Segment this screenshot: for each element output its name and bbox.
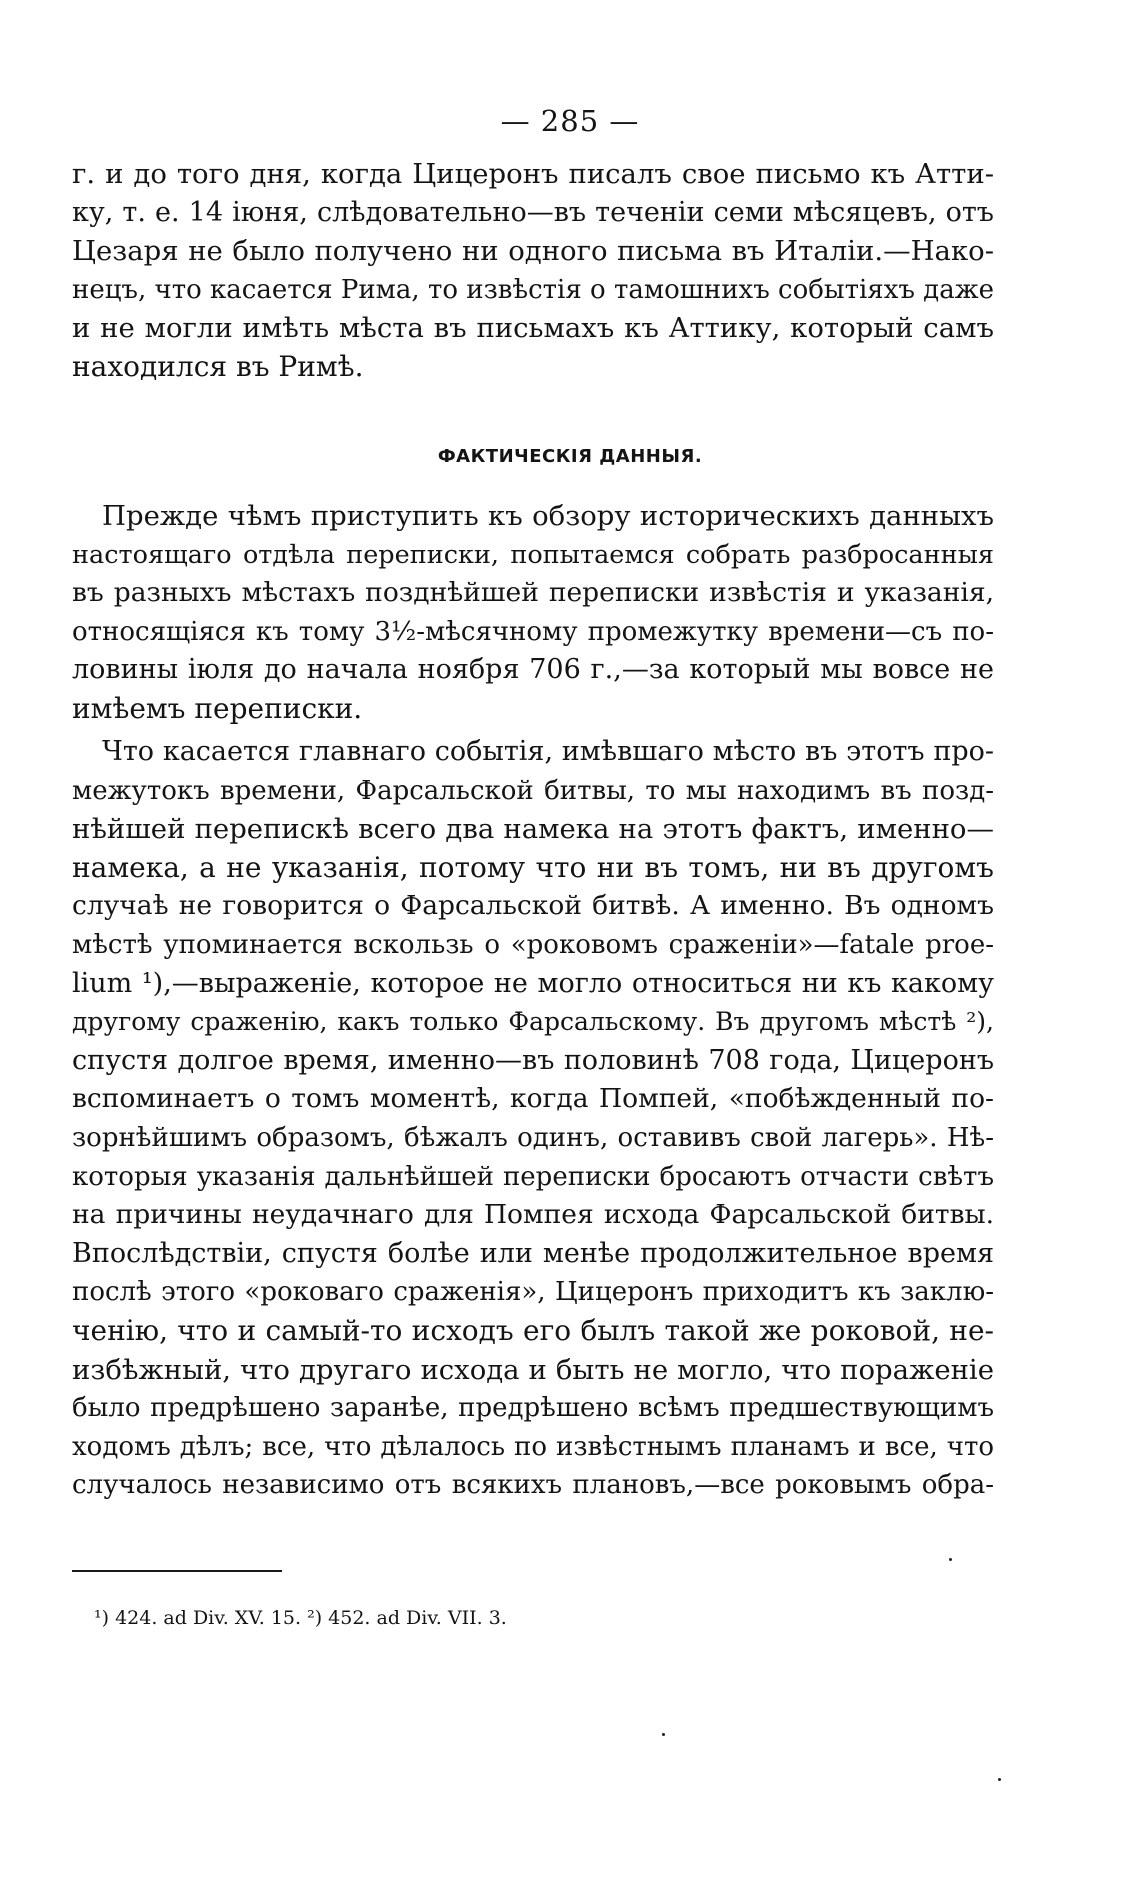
text-line: г. и до того дня, когда Цицеронъ писалъ свое письмо къ Атти- <box>72 158 994 190</box>
text-line: послѣ этого «роковаго сраженія», Цицеронъ приходитъ къ заклю- <box>72 1277 994 1308</box>
text-line: Впослѣдствіи, спустя болѣе или менѣе продолжительное время <box>72 1237 994 1269</box>
text-line: вспоминаетъ о томъ моментѣ, когда Помпей, «побѣжденный по- <box>72 1083 994 1115</box>
text-line: случалось независимо отъ всякихъ плановъ,—все роковымъ обра- <box>72 1470 994 1501</box>
text-line: и не могли имѣть мѣста въ письмахъ къ Аттику, который самъ <box>72 312 994 345</box>
text-line: на причины неудачнаго для Помпея исхода Фарсальской битвы. <box>72 1199 994 1231</box>
footnote-divider <box>72 1570 282 1572</box>
page-number: — 285 — <box>500 104 640 138</box>
text-line: Что касается главнаго событія, имѣвшаго мѣсто въ этотъ про- <box>102 736 994 767</box>
paper-speck <box>662 1733 665 1736</box>
text-line: мѣстѣ упоминается вскользь о «роковомъ сраженіи»—fatale proe- <box>72 929 994 960</box>
text-line: нецъ, что касается Рима, то извѣстія о тамошнихъ событіяхъ даже <box>72 274 994 305</box>
text-line: относящіяся къ тому 3½-мѣсячному промежутку времени—съ по- <box>72 616 994 647</box>
paragraph-1 <box>72 497 994 729</box>
text-line: ченію, что и самый-то исходъ его былъ такой же роковой, не- <box>72 1313 994 1347</box>
section-heading: ФАКТИЧЕСКІЯ ДАННЫЯ. <box>437 446 703 467</box>
paragraph-2 <box>72 733 994 1505</box>
text-line: ходомъ дѣлъ; все, что дѣлалось по извѣстнымъ планамъ и все, что <box>72 1431 994 1462</box>
text-line: lium ¹),—выраженіе, которое не могло относиться ни къ какому <box>72 967 994 999</box>
text-line: Цезаря не было получено ни одного письма въ Италіи.—Нако- <box>72 235 994 268</box>
text-line: настоящаго отдѣла переписки, попытаемся собрать разбросанныя <box>72 539 994 570</box>
intro-paragraph <box>72 155 994 387</box>
text-line: которыя указанія дальнѣйшей переписки бросаютъ отчасти свѣтъ <box>72 1161 994 1192</box>
text-line: нѣйшей перепискѣ всего два намека на этотъ фактъ, именно— <box>72 813 994 846</box>
text-line: спустя долгое время, именно—въ половинѣ 708 года, Цицеронъ <box>72 1044 994 1076</box>
paper-speck <box>949 1558 952 1561</box>
text-line: имѣемъ переписки. <box>72 691 363 725</box>
text-line: избѣжный, что другаго исхода и быть не могло, что пораженіе <box>72 1353 994 1386</box>
text-line: было предрѣшено заранѣе, предрѣшено всѣмъ предшествующимъ <box>72 1393 994 1424</box>
text-line: ловины іюля до начала ноября 706 г.,—за который мы вовсе не <box>72 654 994 686</box>
footnote: ¹) 424. ad Div. XV. 15. ²) 452. ad Div. VII. 3. <box>94 1607 507 1629</box>
text-line: въ разныхъ мѣстахъ позднѣйшей переписки извѣстія и указанія, <box>72 577 994 609</box>
text-line: межутокъ времени, Фарсальской битвы, то мы находимъ въ позд- <box>72 775 994 806</box>
paper-speck <box>998 1778 1001 1781</box>
text-line: намека, а не указанія, потому что ни въ томъ, ни въ другомъ <box>72 850 994 884</box>
text-line: зорнѣйшимъ образомъ, бѣжалъ одинъ, оставивъ свой лагерь». Нѣ- <box>72 1122 994 1153</box>
text-line: находился въ Римѣ. <box>72 349 364 383</box>
text-line: Прежде чѣмъ приступить къ обзору историческихъ данныхъ <box>102 500 994 532</box>
text-line: случаѣ не говорится о Фарсальской битвѣ. А именно. Въ одномъ <box>72 890 994 922</box>
text-line: ку, т. е. 14 іюня, слѣдовательно—въ теченіи семи мѣсяцевъ, отъ <box>72 196 994 228</box>
text-line: другому сраженію, какъ только Фарсальскому. Въ другомъ мѣстѣ ²), <box>72 1007 994 1037</box>
